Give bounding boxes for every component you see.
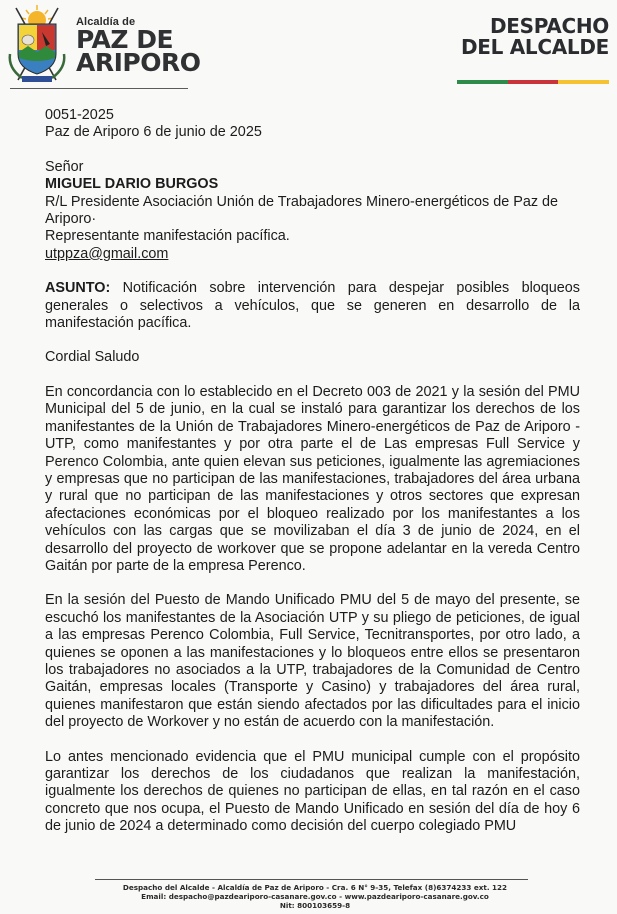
flag-color-bar [457,80,609,84]
color-bar-red [508,80,559,84]
subject-text: Notificación sobre intervención para despejar posibles bloqueos generales o selectivos a vehículos, que se generen en desarrollo de la manifestación pacífica. [45,280,580,332]
footer-nit: Nit: 800103659-8 [279,901,351,911]
department-title-line2: DEL ALCALDE [460,35,609,59]
logo-name-line1: PAZ DE [76,25,174,54]
footer-contact: Email: despacho@pazdeariporo-casanare.gov.co - www.pazdeariporo-casanare.gov.co [141,892,489,902]
recipient-email-link[interactable]: utppza@gmail.com [45,245,169,262]
logo-divider [10,88,188,89]
municipal-crest-icon [4,2,70,86]
recipient-name: MIGUEL DARIO BURGOS [45,176,219,193]
municipality-logo [76,16,201,77]
logo-subtitle: Alcaldía de [76,16,136,28]
body-paragraph: En la sesión del Puesto de Mando Unificado PMU del 5 de mayo del presente, se escuchó los manifestantes de la Asociación UTP y su pliego de peticiones, de igual a las empresas Perenco Colombia, Full Service, Tecnitransportes, por otro lado, a quienes se oponen a las manifestaciones y lo bloqueos entre ellos se presentaron los trabajadores no asociados a la UTP, trabajadores de la Comunidad de Centro Gaitán, empresas locales (Transporte y Casino) y trabajadores del área rural, quienes manifestaron que están siendo afectados por las dificultades para el inicio del proyecto de Workover y no están de acuerdo con la manifestación. [45,592,580,731]
letterhead [0,0,617,100]
footer-address: Despacho del Alcalde - Alcaldía de Paz de Ariporo - Cra. 6 N° 9-35, Telefax (8)6374233 ext. 122 [122,883,508,892]
greeting: Cordial Saludo [45,349,140,366]
salutation-title: Señor [45,158,84,175]
color-bar-green [457,80,508,84]
recipient-role-line2: Ariporo· [45,211,97,228]
logo-name-line2: ARIPORO [76,48,201,77]
subject-label: ASUNTO: [45,280,111,297]
place-date: Paz de Ariporo 6 de junio de 2025 [45,124,262,141]
body-paragraph: Lo antes mencionado evidencia que el PMU municipal cumple con el propósito garantizar los derechos de los ciudadanos que realizan la manifestación, igualmente los derechos de quienes no participan de ellas, en tal razón en el caso concreto que nos ocupa, el Puesto de Mando Unificado en sesión del día de hoy 6 de junio de 2024 a determinado como decisión del cuerpo colegiado PMU [45,748,580,835]
department-title-line1: DESPACHO [490,14,609,38]
letter-footer [90,883,540,911]
footer-divider [95,879,528,880]
recipient-role-line1: R/L Presidente Asociación Unión de Trabajadores Minero-energéticos de Paz de [45,193,559,210]
body-paragraph: En concordancia con lo establecido en el Decreto 003 de 2021 y la sesión del PMU Municipal del 5 de junio, en la cual se instaló para garantizar los derechos de los manifestantes de la Unión de Trabajadores Minero-energéticos de Paz de Ariporo - UTP, como manifestantes y por otra parte el de Las empresas Full Service y Perenco Colombia, ante quien elevan sus peticiones, igualmente las agremiaciones y empresas que no participan de las manifestaciones, trabajadores del área urbana y rural que no participan de las manifestaciones y otros sectores que expresan afectaciones económicas por el bloqueo realizado por los manifestantes a los vehículos con las cargas que se movilizaban el día 3 de junio de 2024, en el desarrollo del proyecto de workover que se propone adelantar en la vereda Centro Gaitán por parte de la empresa Perenco. [45,383,580,574]
letter-body [45,107,580,836]
subject [45,280,580,332]
color-bar-yellow [558,80,609,84]
recipient-role2: Representante manifestación pacífica. [45,228,290,245]
reference-number: 0051-2025 [45,107,114,123]
department-title [461,16,609,58]
